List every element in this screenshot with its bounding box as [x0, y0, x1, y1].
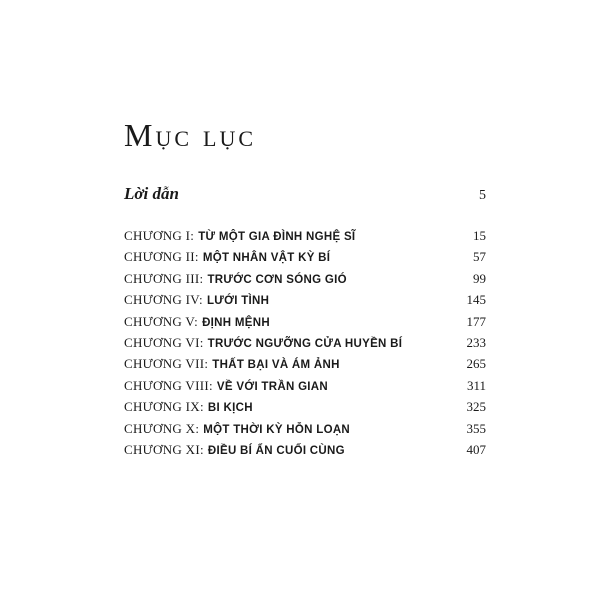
- chapter-number: CHƯƠNG V:: [124, 313, 199, 329]
- chapter-heading: [124, 356, 340, 372]
- toc-chapter-entry: [124, 335, 486, 356]
- chapter-heading: [124, 271, 347, 287]
- chapter-title: VỀ VỚI TRẦN GIAN: [216, 380, 329, 393]
- chapter-title: TỪ MỘT GIA ĐÌNH NGHỆ SĨ: [198, 231, 356, 243]
- toc-chapter-list: [124, 228, 486, 463]
- chapter-heading: [124, 378, 328, 394]
- chapter-page-number: 99: [473, 270, 486, 286]
- chapter-heading: [124, 421, 350, 437]
- chapter-title: ĐỊNH MỆNH: [202, 316, 270, 329]
- chapter-number: CHƯƠNG VIII:: [124, 377, 213, 393]
- toc-intro-entry: [124, 184, 486, 204]
- chapter-heading: [124, 292, 269, 308]
- toc-chapter-entry: [124, 442, 486, 463]
- chapter-number: CHƯƠNG IV:: [124, 292, 203, 308]
- chapter-title: LƯỚI TÌNH: [206, 295, 270, 308]
- chapter-title: MỘT THỜI KỲ HỖN LOẠN: [203, 423, 351, 436]
- chapter-page-number: 15: [473, 228, 486, 243]
- chapter-title: MỘT NHÂN VẬT KỲ BÍ: [202, 252, 331, 265]
- chapter-number: CHƯƠNG III:: [124, 270, 204, 286]
- chapter-title: TRƯỚC NGƯỠNG CỬA HUYỀN BÍ: [207, 337, 403, 350]
- toc-chapter-entry: [124, 292, 486, 313]
- chapter-page-number: 233: [466, 334, 486, 350]
- chapter-heading: [124, 442, 345, 458]
- toc-chapter-entry: [124, 356, 486, 377]
- intro-label: Lời dẫn: [124, 184, 179, 203]
- chapter-page-number: 325: [466, 399, 486, 415]
- chapter-heading: [124, 228, 355, 244]
- chapter-number: CHƯƠNG IX:: [124, 399, 204, 415]
- toc-chapter-entry: [124, 249, 486, 270]
- chapter-number: CHƯƠNG VI:: [124, 334, 204, 350]
- chapter-number: CHƯƠNG X:: [124, 420, 200, 436]
- chapter-heading: [124, 249, 330, 265]
- chapter-number: CHƯƠNG I:: [124, 228, 195, 243]
- chapter-page-number: 265: [466, 356, 486, 372]
- chapter-heading: [124, 314, 270, 330]
- chapter-title: THẤT BẠI VÀ ÁM ẢNH: [212, 359, 340, 372]
- chapter-page-number: 145: [466, 292, 486, 308]
- chapter-page-number: 407: [466, 441, 486, 457]
- toc-chapter-entry: [124, 421, 486, 442]
- chapter-title: ĐIỀU BÍ ẨN CUỐI CÙNG: [207, 444, 345, 457]
- chapter-page-number: 57: [473, 249, 486, 265]
- toc-chapter-entry: [124, 271, 486, 292]
- toc-chapter-entry: [124, 228, 486, 249]
- chapter-number: CHƯƠNG II:: [124, 249, 199, 265]
- chapter-heading: [124, 399, 253, 415]
- chapter-title: BI KỊCH: [207, 402, 253, 415]
- chapter-page-number: 311: [466, 377, 486, 393]
- chapter-page-number: 355: [466, 420, 486, 436]
- page-title: Mục lục: [124, 117, 257, 154]
- toc-chapter-entry: [124, 314, 486, 335]
- chapter-heading: [124, 335, 402, 351]
- intro-page-number: 5: [479, 188, 486, 203]
- chapter-number: CHƯƠNG VII:: [124, 356, 209, 372]
- toc-chapter-entry: [124, 378, 486, 399]
- chapter-title: TRƯỚC CƠN SÓNG GIÓ: [207, 273, 347, 286]
- chapter-page-number: 177: [466, 313, 486, 329]
- chapter-number: CHƯƠNG XI:: [124, 441, 204, 457]
- toc-chapter-entry: [124, 399, 486, 420]
